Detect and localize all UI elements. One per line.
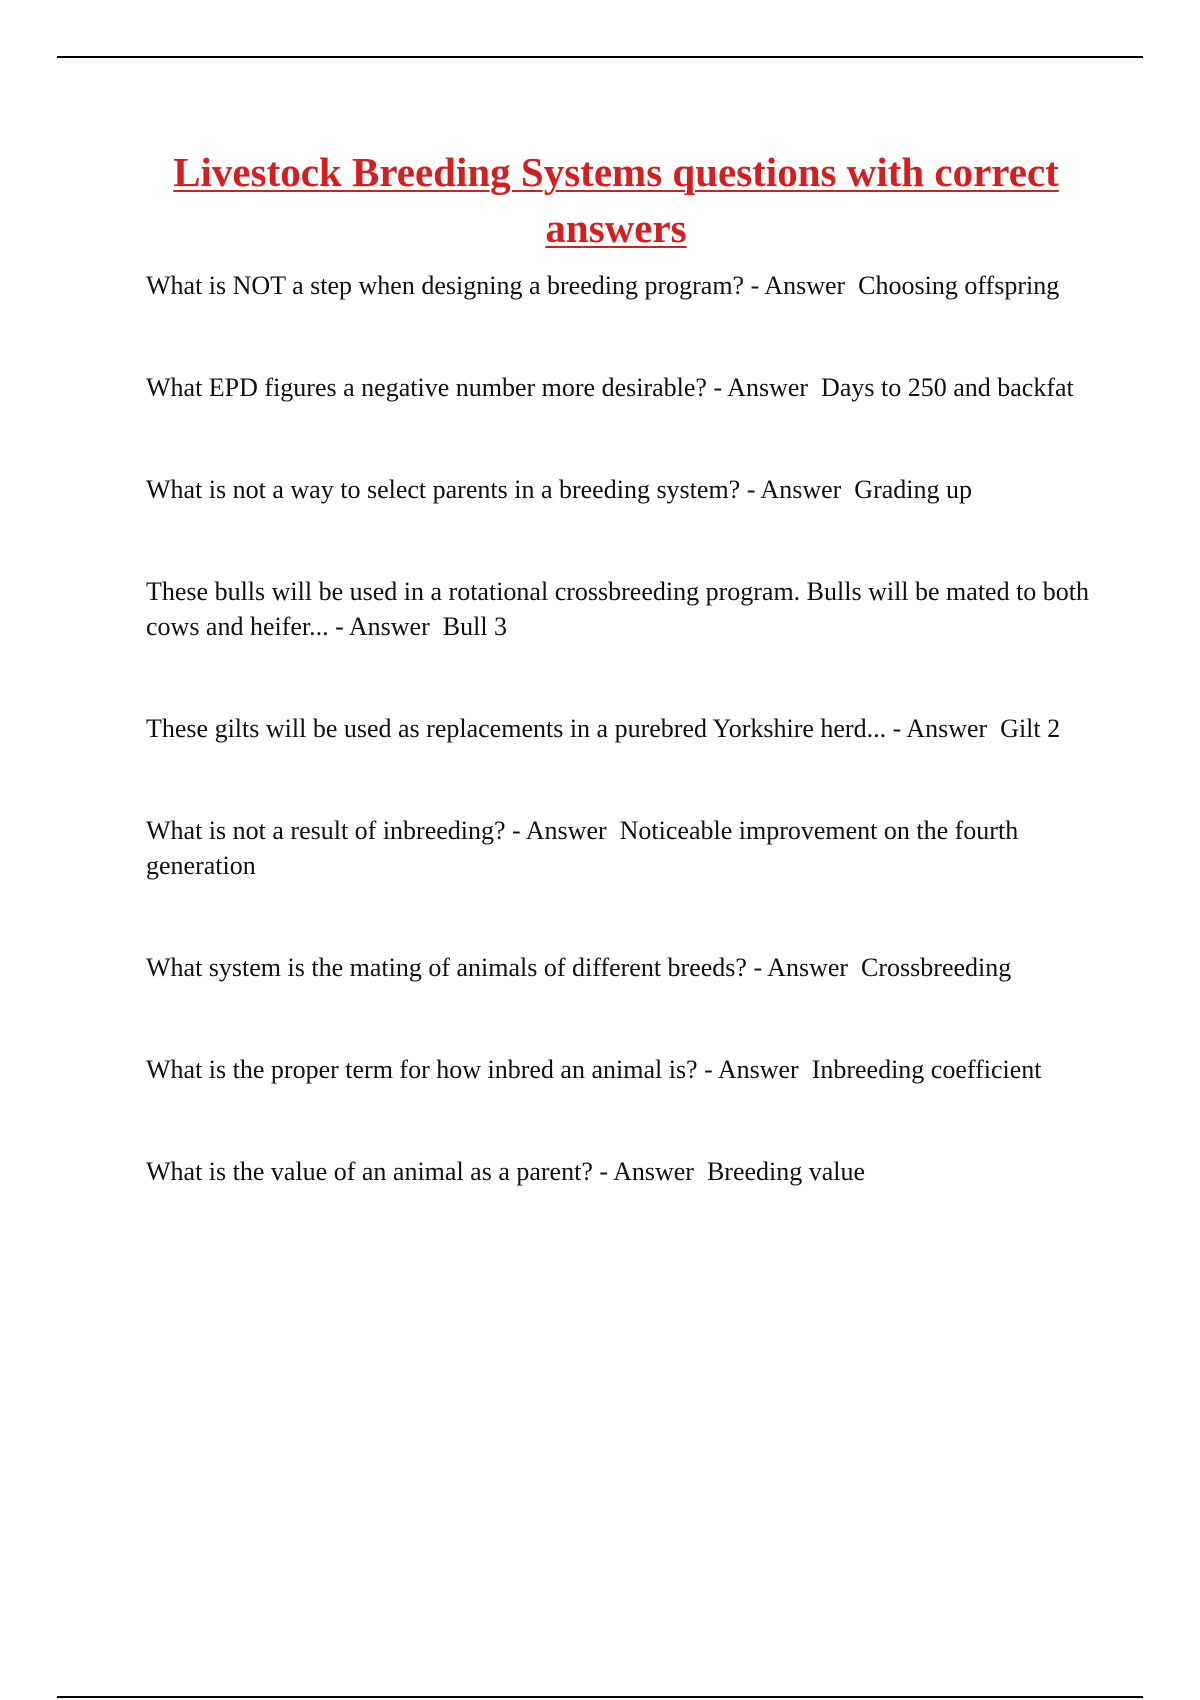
- document-title: Livestock Breeding Systems questions with correct answers: [173, 149, 1059, 251]
- qa-item: What is the value of an animal as a parent? - Answer Breeding value: [146, 1157, 866, 1186]
- qa-item: What is the proper term for how inbred an animal is? - Answer Inbreeding coefficient: [146, 1055, 1042, 1084]
- qa-list: [146, 268, 1096, 1256]
- qa-item: What system is the mating of animals of different breeds? - Answer Crossbreeding: [146, 953, 1012, 982]
- qa-item: What is NOT a step when designing a breeding program? - Answer Choosing offspring: [146, 271, 1060, 300]
- qa-item: These bulls will be used in a rotational crossbreeding program. Bulls will be mated to both cows and heifer... - Answer Bull 3: [146, 577, 1096, 641]
- qa-item: What is not a result of inbreeding? - Answer Noticeable improvement on the fourth generation: [146, 816, 1025, 880]
- bottom-rule: [57, 1696, 1143, 1698]
- qa-item: These gilts will be used as replacements in a purebred Yorkshire herd... - Answer Gilt 2: [146, 714, 1061, 743]
- qa-item: What is not a way to select parents in a breeding system? - Answer Grading up: [146, 475, 972, 504]
- top-rule: [57, 56, 1143, 58]
- qa-item: What EPD figures a negative number more desirable? - Answer Days to 250 and backfat: [146, 373, 1074, 402]
